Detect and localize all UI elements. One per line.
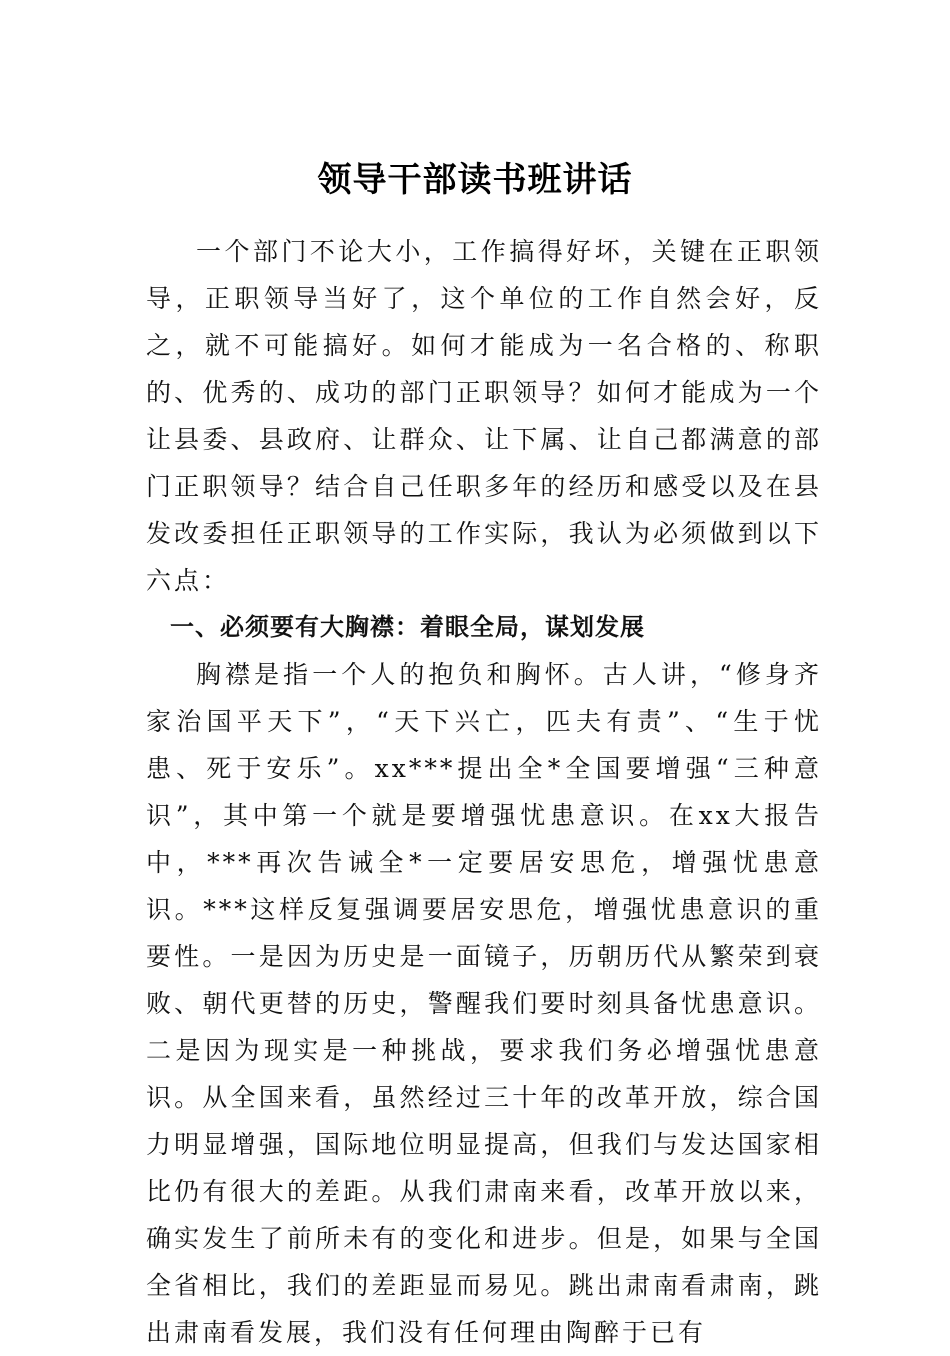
- intro-paragraph: 一个部门不论大小，工作搞得好坏，关键在正职领导，正职领导当好了，这个单位的工作自然会好，反之，就不可能搞好。如何才能成为一名合格的、称职的、优秀的、成功的部门正职领导？如何才能成为一个让县委、县政府、让群众、让下属、让自己都满意的部门正职领导？结合自己任职多年的经历和感受以及在县发改委担任正职领导的工作实际，我认为必须做到以下六点：: [146, 237, 822, 595]
- document-title: 领导干部读书班讲话: [317, 159, 633, 200]
- section-heading-1: 一、必须要有大胸襟：着眼全局，谋划发展: [170, 613, 645, 641]
- document-body: [146, 228, 822, 1356]
- section-1-paragraph: 胸襟是指一个人的抱负和胸怀。古人讲，“修身齐家治国平天下”，“天下兴亡，匹夫有责”、“生于忧患、死于安乐”。xx***提出全*全国要增强“三种意识”，其中第一个就是要增强忧患意识。在xx大报告中，***再次告诫全*一定要居安思危，增强忧患意识。***这样反复强调要居安思危，增强忧患意识的重要性。一是因为历史是一面镜子，历朝历代从繁荣到衰败、朝代更替的历史，警醒我们要时刻具备忧患意识。二是因为现实是一种挑战，要求我们务必增强忧患意识。从全国来看，虽然经过三十年的改革开放，综合国力明显增强，国际地位明显提高，但我们与发达国家相比仍有很大的差距。从我们肃南来看，改革开放以来，确实发生了前所未有的变化和进步。但是，如果与全国全省相比，我们的差距显而易见。跳出肃南看肃南，跳出肃南看发展，我们没有任何理由陶醉于已有: [146, 660, 822, 1347]
